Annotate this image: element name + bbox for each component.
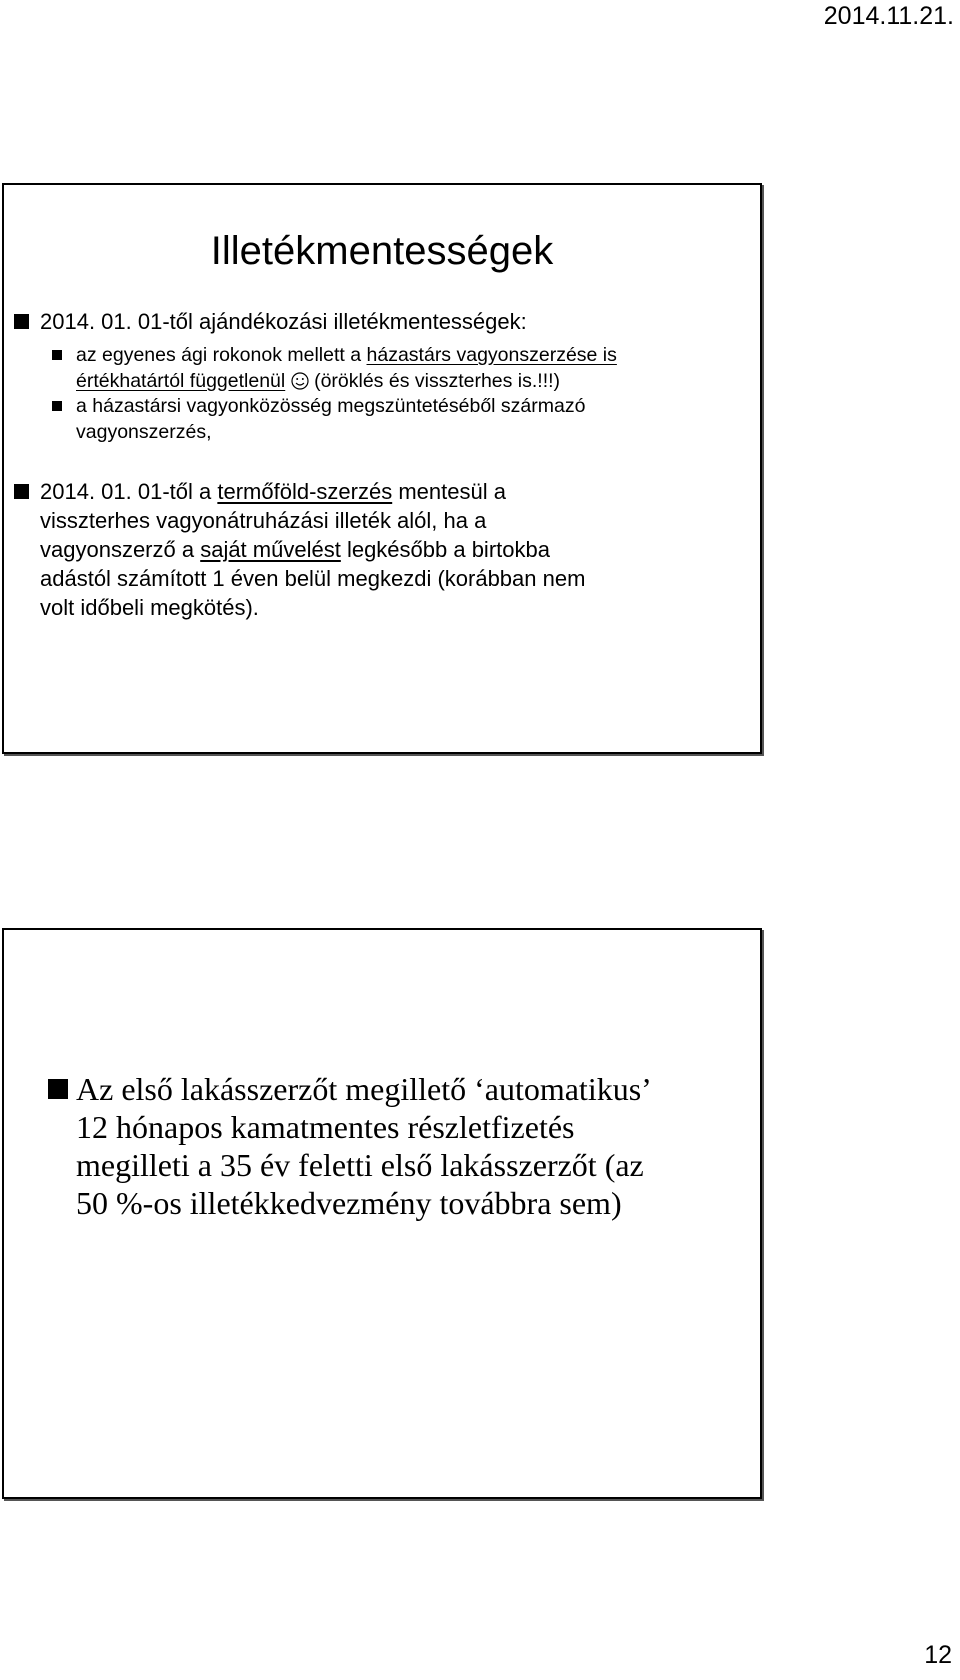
bullet-line-4: adástól számított 1 éven belül megkezdi (korábban nem: [40, 566, 586, 591]
slide-illetekmentessegek: [2, 183, 762, 754]
bullet-line-4: 50 %-os illetékkedvezmény továbbra sem): [76, 1185, 622, 1221]
page-number: 12: [924, 1641, 952, 1669]
subbullet-line-1: [76, 342, 617, 368]
square-bullet-icon: [48, 1079, 68, 1099]
bullet-text: 2014. 01. 01-től ajándékozási illetékmentességek:: [40, 309, 527, 334]
text-segment: legkésőbb a birtokba: [340, 537, 550, 562]
bullet-line-5: volt időbeli megkötés).: [40, 595, 259, 620]
subbullet-line-2: vagyonszerzés,: [76, 421, 212, 443]
text-segment: az egyenes ági rokonok mellett a: [76, 344, 367, 366]
square-bullet-icon: [14, 484, 29, 499]
underlined-text: értékhatártól függetlenül: [76, 370, 286, 392]
bullet-line-3: megilleti a 35 év feletti első lakásszerzőt (az: [76, 1147, 644, 1183]
underlined-text: saját művelést: [200, 537, 341, 562]
text-segment: (öröklés és visszterhes is.!!!): [308, 370, 561, 392]
bullet-line-1: Az első lakásszerzőt megillető ‘automatikus’: [76, 1071, 652, 1107]
underlined-text: termőföld-szerzés: [217, 479, 393, 504]
square-bullet-icon: [52, 350, 62, 360]
square-bullet-icon: [52, 401, 62, 411]
text-segment: vagyonszerző a: [40, 537, 201, 562]
text-segment: mentesül a: [392, 479, 506, 504]
smiley-icon: [291, 371, 309, 389]
header-date: 2014.11.21.: [823, 2, 954, 30]
bullet-line-2: 12 hónapos kamatmentes részletfizetés: [76, 1109, 575, 1145]
slide-title: Illetékmentességek: [210, 229, 554, 273]
text-segment: 2014. 01. 01-től a: [40, 479, 218, 504]
subbullet-line-2: [76, 368, 560, 394]
bullet-line-2: visszterhes vagyonátruházási illeték alól, ha a: [40, 508, 487, 533]
underlined-text: házastárs vagyonszerzése is: [366, 344, 617, 366]
bullet-line-3: [40, 535, 550, 564]
square-bullet-icon: [14, 314, 29, 329]
subbullet-line-1: a házastársi vagyonközösség megszüntetéséből származó: [76, 395, 586, 417]
bullet-line-1: [40, 477, 506, 506]
